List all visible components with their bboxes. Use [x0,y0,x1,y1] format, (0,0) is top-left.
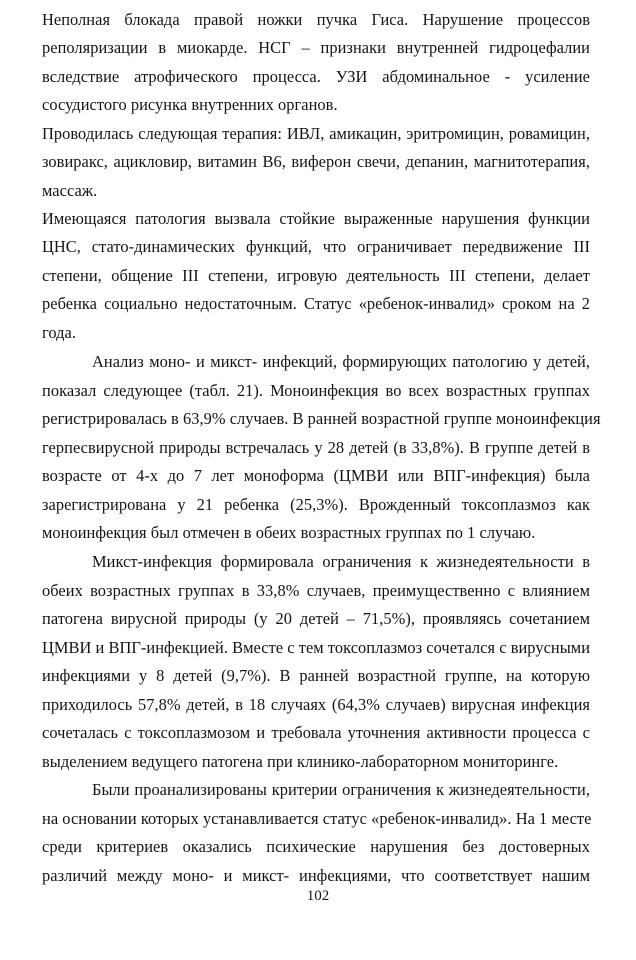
text-line: ЦНС, стато-динамических функций, что ограничивает передвижение III [42,237,590,256]
text-line: степени, общение III степени, игровую деятельность III степени, делает [42,266,590,285]
text-line: сосудистого рисунка внутренних органов. [42,95,338,114]
text-line: зарегистрирована у 21 ребенка (25,3%). Врожденный токсоплазмоз как [42,495,590,514]
text-line: Неполная блокада правой ножки пучка Гиса. Нарушение процессов [42,10,590,29]
text-line: выделением ведущего патогена при клинико-лабораторном мониторинге. [42,752,559,771]
text-line: Анализ моно- и микст- инфекций, формирующих патологию у детей, [92,352,590,371]
text-line: различий между моно- и микст- инфекциями, что соответствует нашим [42,866,590,885]
text-line: среди критериев оказались психические нарушения без достоверных [42,837,590,856]
text-line: приходилось 57,8% детей, в 18 случаях (64,3% случаев) вирусная инфекция [42,695,590,714]
text-line: Микст-инфекция формировала ограничения к жизнедеятельности в [92,552,590,571]
text-line: инфекциями у 8 детей (9,7%). В ранней возрастной группе, на которую [42,666,590,685]
text-line: герпесвирусной природы встречалась у 28 детей (в 33,8%). В группе детей в [42,438,590,457]
text-line: года. [42,323,76,342]
text-line: вследствие атрофического процесса. УЗИ абдоминальное - усиление [42,67,590,86]
text-line: сочеталась с токсоплазмозом и требовала уточнения активности процесса с [42,723,590,742]
text-line: зовиракс, ацикловир, витамин В6, виферон свечи, депанин, магнитотерапия, [42,152,590,171]
text-line: ребенка социально недостаточным. Статус «ребенок-инвалид» сроком на 2 [42,294,590,313]
text-line: патогена вирусной природы (у 20 детей – 71,5%), проявляясь сочетанием [42,609,590,628]
text-line: показал следующее (табл. 21). Моноинфекция во всех возрастных группах [42,381,590,400]
text-line: Проводилась следующая терапия: ИВЛ, амикацин, эритромицин, ровамицин, [42,124,590,143]
page-number: 102 [306,888,330,904]
text-line: ЦМВИ и ВПГ-инфекцией. Вместе с тем токсоплазмоз сочетался с вирусными [42,638,591,657]
text-line: массаж. [42,181,98,200]
text-line: обеих возрастных группах в 33,8% случаев, преимущественно с влиянием [42,581,590,600]
text-line: моноинфекция был отмечен в обеих возрастных группах по 1 случаю. [42,523,536,542]
text-line: Имеющаяся патология вызвала стойкие выраженные нарушения функции [42,209,590,228]
text-line: регистрировалась в 63,9% случаев. В ранней возрастной группе моноинфекция [42,409,601,428]
text-line: возрасте от 4-х до 7 лет моноформа (ЦМВИ или ВПГ-инфекция) была [42,466,590,485]
text-line: на основании которых устанавливается статус «ребенок-инвалид». На 1 месте [42,809,592,828]
text-line: реполяризации в миокарде. НСГ – признаки внутренней гидроцефалии [42,38,590,57]
text-line: Были проанализированы критерии ограничения к жизнедеятельности, [92,780,590,799]
